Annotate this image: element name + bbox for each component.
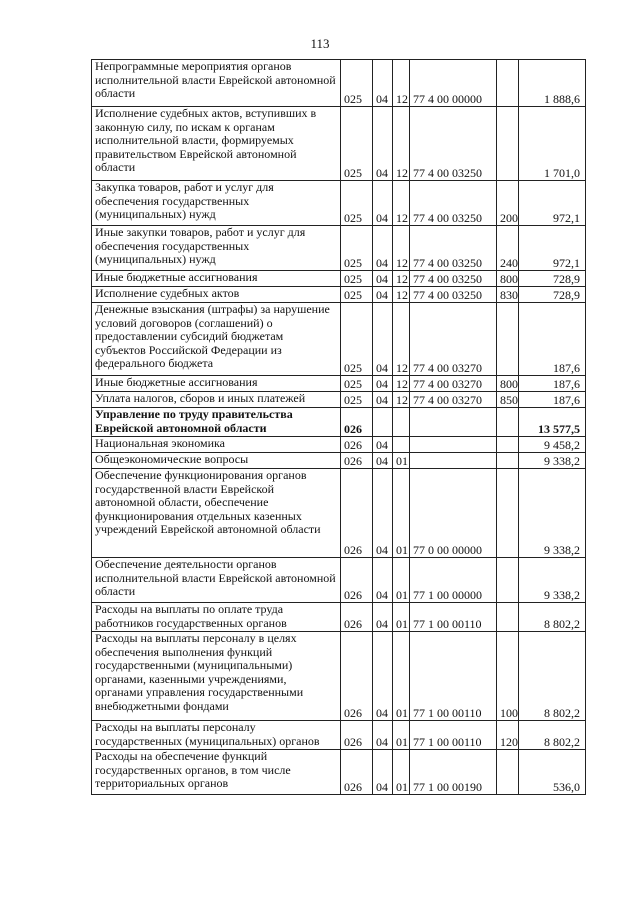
row-ministry-code-cell: 025 xyxy=(341,392,373,408)
budget-table-body xyxy=(92,60,586,795)
row-section-code-cell: 04 xyxy=(373,181,393,226)
row-amount-cell: 9 458,2 xyxy=(519,437,586,453)
row-amount-cell: 728,9 xyxy=(519,271,586,287)
row-ministry-code-cell: 026 xyxy=(341,558,373,603)
row-target-article-cell: 77 4 00 03270 xyxy=(410,392,497,408)
row-amount-cell: 1 888,6 xyxy=(519,60,586,107)
page-number: 113 xyxy=(310,36,330,51)
row-section-code-cell: 04 xyxy=(373,303,393,376)
row-expense-type-cell xyxy=(497,453,519,469)
row-ministry-code-cell: 025 xyxy=(341,376,373,392)
row-name-cell: Исполнение судебных актов, вступивших в законную силу, по искам к органам исполнительной власти, формируемых правительством Еврейской автономной области xyxy=(92,107,341,181)
row-ministry-code-cell: 025 xyxy=(341,60,373,107)
row-section-code-cell xyxy=(373,408,393,437)
row-amount-cell: 8 802,2 xyxy=(519,721,586,750)
row-name-cell: Расходы на выплаты персоналу в целях обеспечения выполнения функций государственными (муниципальными) органами, казенными учреждениями, органами управления государственными внебюджетными фондами xyxy=(92,632,341,721)
row-section-code-cell: 04 xyxy=(373,271,393,287)
row-expense-type-cell xyxy=(497,558,519,603)
row-section-code-cell: 04 xyxy=(373,603,393,632)
row-ministry-code-cell: 025 xyxy=(341,287,373,303)
table-row xyxy=(92,750,586,795)
row-subsection-code-cell: 12 xyxy=(393,226,410,271)
row-section-code-cell: 04 xyxy=(373,632,393,721)
row-amount-cell: 187,6 xyxy=(519,392,586,408)
row-section-code-cell: 04 xyxy=(373,750,393,795)
row-ministry-code-cell: 026 xyxy=(341,437,373,453)
row-amount-cell: 972,1 xyxy=(519,181,586,226)
row-subsection-code-cell: 01 xyxy=(393,603,410,632)
row-name-cell: Иные бюджетные ассигнования xyxy=(92,271,341,287)
row-subsection-code-cell: 12 xyxy=(393,107,410,181)
row-target-article-cell xyxy=(410,453,497,469)
row-section-code-cell: 04 xyxy=(373,721,393,750)
row-ministry-code-cell: 025 xyxy=(341,226,373,271)
row-target-article-cell: 77 1 00 00000 xyxy=(410,558,497,603)
table-row xyxy=(92,453,586,469)
row-target-article-cell: 77 1 00 00190 xyxy=(410,750,497,795)
row-amount-cell: 9 338,2 xyxy=(519,558,586,603)
table-row xyxy=(92,303,586,376)
row-expense-type-cell xyxy=(497,107,519,181)
row-ministry-code-cell: 026 xyxy=(341,721,373,750)
row-expense-type-cell: 800 xyxy=(497,376,519,392)
row-expense-type-cell: 800 xyxy=(497,271,519,287)
table-row xyxy=(92,437,586,453)
row-target-article-cell xyxy=(410,437,497,453)
row-expense-type-cell xyxy=(497,60,519,107)
row-ministry-code-cell: 025 xyxy=(341,303,373,376)
row-subsection-code-cell: 01 xyxy=(393,632,410,721)
table-row xyxy=(92,721,586,750)
row-amount-cell: 8 802,2 xyxy=(519,632,586,721)
row-section-code-cell: 04 xyxy=(373,558,393,603)
row-subsection-code-cell: 12 xyxy=(393,271,410,287)
row-ministry-code-cell: 026 xyxy=(341,603,373,632)
table-row xyxy=(92,469,586,558)
row-name-cell: Непрограммные мероприятия органов исполнительной власти Еврейской автономной области xyxy=(92,60,341,107)
table-row xyxy=(92,226,586,271)
row-amount-cell: 1 701,0 xyxy=(519,107,586,181)
row-section-code-cell: 04 xyxy=(373,453,393,469)
row-expense-type-cell: 200 xyxy=(497,181,519,226)
row-section-code-cell: 04 xyxy=(373,226,393,271)
row-amount-cell: 536,0 xyxy=(519,750,586,795)
table-row xyxy=(92,603,586,632)
row-name-cell: Денежные взыскания (штрафы) за нарушение условий договоров (соглашений) о предоставлении субсидий бюджетам субъектов Российской Федерации из федерального бюджета xyxy=(92,303,341,376)
row-name-cell: Иные бюджетные ассигнования xyxy=(92,376,341,392)
row-name-cell: Уплата налогов, сборов и иных платежей xyxy=(92,392,341,408)
table-row xyxy=(92,181,586,226)
row-ministry-code-cell: 026 xyxy=(341,453,373,469)
row-expense-type-cell: 120 xyxy=(497,721,519,750)
row-expense-type-cell xyxy=(497,408,519,437)
row-amount-cell: 972,1 xyxy=(519,226,586,271)
row-expense-type-cell: 240 xyxy=(497,226,519,271)
table-row xyxy=(92,376,586,392)
row-section-code-cell: 04 xyxy=(373,376,393,392)
row-section-code-cell: 04 xyxy=(373,469,393,558)
row-amount-cell: 187,6 xyxy=(519,303,586,376)
row-ministry-code-cell: 026 xyxy=(341,632,373,721)
row-name-cell: Расходы на выплаты по оплате труда работников государственных органов xyxy=(92,603,341,632)
row-name-cell: Обеспечение деятельности органов исполнительной власти Еврейской автономной области xyxy=(92,558,341,603)
row-expense-type-cell xyxy=(497,603,519,632)
row-ministry-code-cell: 026 xyxy=(341,469,373,558)
row-amount-cell: 9 338,2 xyxy=(519,453,586,469)
row-target-article-cell xyxy=(410,408,497,437)
row-subsection-code-cell: 01 xyxy=(393,453,410,469)
row-section-code-cell: 04 xyxy=(373,287,393,303)
row-target-article-cell: 77 4 00 03250 xyxy=(410,271,497,287)
budget-table xyxy=(91,59,586,795)
row-target-article-cell: 77 4 00 03270 xyxy=(410,376,497,392)
row-subsection-code-cell: 01 xyxy=(393,558,410,603)
row-name-cell: Управление по труду правительства Еврейской автономной области xyxy=(92,408,341,437)
row-subsection-code-cell xyxy=(393,437,410,453)
row-subsection-code-cell: 01 xyxy=(393,750,410,795)
table-row xyxy=(92,408,586,437)
row-expense-type-cell: 100 xyxy=(497,632,519,721)
row-expense-type-cell xyxy=(497,437,519,453)
row-target-article-cell: 77 4 00 03250 xyxy=(410,107,497,181)
row-amount-cell: 9 338,2 xyxy=(519,469,586,558)
row-target-article-cell: 77 1 00 00110 xyxy=(410,603,497,632)
row-section-code-cell: 04 xyxy=(373,60,393,107)
row-section-code-cell: 04 xyxy=(373,392,393,408)
row-target-article-cell: 77 4 00 00000 xyxy=(410,60,497,107)
row-section-code-cell: 04 xyxy=(373,107,393,181)
row-name-cell: Закупка товаров, работ и услуг для обеспечения государственных (муниципальных) нужд xyxy=(92,181,341,226)
row-target-article-cell: 77 1 00 00110 xyxy=(410,632,497,721)
table-row xyxy=(92,60,586,107)
table-row xyxy=(92,558,586,603)
row-target-article-cell: 77 0 00 00000 xyxy=(410,469,497,558)
row-target-article-cell: 77 4 00 03270 xyxy=(410,303,497,376)
row-name-cell: Национальная экономика xyxy=(92,437,341,453)
row-section-code-cell: 04 xyxy=(373,437,393,453)
row-target-article-cell: 77 4 00 03250 xyxy=(410,181,497,226)
row-subsection-code-cell: 12 xyxy=(393,376,410,392)
table-row xyxy=(92,287,586,303)
row-expense-type-cell: 850 xyxy=(497,392,519,408)
row-name-cell: Иные закупки товаров, работ и услуг для обеспечения государственных (муниципальных) нужд xyxy=(92,226,341,271)
row-amount-cell: 728,9 xyxy=(519,287,586,303)
row-ministry-code-cell: 025 xyxy=(341,271,373,287)
row-subsection-code-cell xyxy=(393,408,410,437)
row-amount-cell: 13 577,5 xyxy=(519,408,586,437)
row-expense-type-cell xyxy=(497,303,519,376)
row-subsection-code-cell: 01 xyxy=(393,469,410,558)
row-name-cell: Обеспечение функционирования органов государственной власти Еврейской автономной области, обеспечение функционирования отдельных казенных учреждений Еврейской автономной области xyxy=(92,469,341,558)
row-target-article-cell: 77 1 00 00110 xyxy=(410,721,497,750)
row-expense-type-cell: 830 xyxy=(497,287,519,303)
row-amount-cell: 187,6 xyxy=(519,376,586,392)
row-name-cell: Исполнение судебных актов xyxy=(92,287,341,303)
row-ministry-code-cell: 026 xyxy=(341,750,373,795)
row-subsection-code-cell: 12 xyxy=(393,181,410,226)
row-expense-type-cell xyxy=(497,469,519,558)
row-subsection-code-cell: 12 xyxy=(393,60,410,107)
table-row xyxy=(92,271,586,287)
row-subsection-code-cell: 01 xyxy=(393,721,410,750)
row-name-cell: Общеэкономические вопросы xyxy=(92,453,341,469)
row-subsection-code-cell: 12 xyxy=(393,303,410,376)
row-amount-cell: 8 802,2 xyxy=(519,603,586,632)
row-ministry-code-cell: 026 xyxy=(341,408,373,437)
table-row xyxy=(92,107,586,181)
row-target-article-cell: 77 4 00 03250 xyxy=(410,287,497,303)
row-ministry-code-cell: 025 xyxy=(341,107,373,181)
row-subsection-code-cell: 12 xyxy=(393,287,410,303)
row-expense-type-cell xyxy=(497,750,519,795)
row-name-cell: Расходы на обеспечение функций государственных органов, в том числе территориальных органов xyxy=(92,750,341,795)
row-subsection-code-cell: 12 xyxy=(393,392,410,408)
row-ministry-code-cell: 025 xyxy=(341,181,373,226)
row-name-cell: Расходы на выплаты персоналу государственных (муниципальных) органов xyxy=(92,721,341,750)
row-target-article-cell: 77 4 00 03250 xyxy=(410,226,497,271)
table-row xyxy=(92,632,586,721)
table-row xyxy=(92,392,586,408)
